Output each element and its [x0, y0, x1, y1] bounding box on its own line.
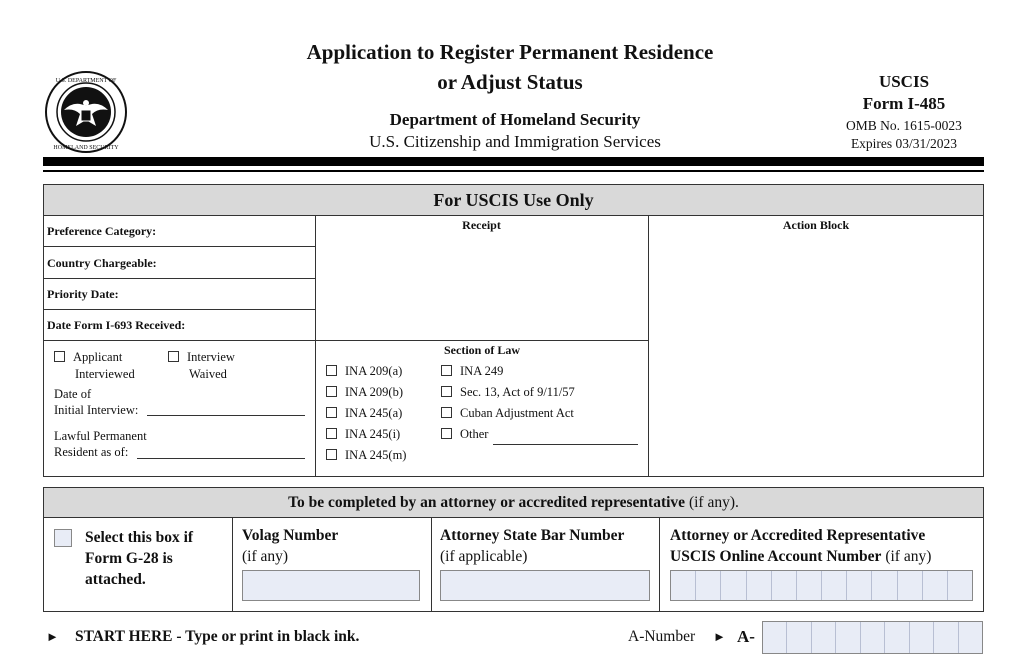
uscis-use-only-heading: For USCIS Use Only [44, 185, 983, 216]
attorney-bar-number-label: Attorney State Bar Number [440, 527, 625, 544]
attorney-heading [44, 488, 983, 518]
receipt-label: Receipt [462, 218, 501, 232]
checkbox[interactable] [441, 386, 452, 397]
a-number-label: A-Number [628, 628, 696, 645]
seal-text-top: U.S. DEPARTMENT OF [55, 78, 117, 84]
attorney-heading-text: To be completed by an attorney or accredited representative [288, 494, 686, 511]
checkbox[interactable] [326, 365, 337, 376]
interview-waived-label-2: Waived [189, 367, 227, 381]
lawful-permanent-label-2: Resident as of: [54, 445, 129, 459]
ina-209b-label: INA 209(b) [345, 385, 403, 399]
ina-245m-label: INA 245(m) [345, 448, 407, 462]
sec-13-label: Sec. 13, Act of 9/11/57 [460, 385, 575, 399]
divider [659, 517, 660, 612]
date-initial-interview-line[interactable] [147, 414, 305, 416]
header-rule-thin [43, 170, 984, 172]
ina-209a-option[interactable] [326, 364, 402, 379]
ina-245a-option[interactable] [326, 406, 402, 421]
ina-249-option[interactable] [441, 364, 503, 379]
applicant-interviewed-option[interactable] [54, 350, 122, 365]
attorney-bar-number-hint: (if applicable) [440, 548, 528, 565]
omb-number: OMB No. 1615-0023 [846, 118, 962, 133]
uscis-account-label-text: USCIS Online Account Number [670, 548, 882, 565]
uscis-account-label-line2 [670, 548, 931, 566]
lawful-permanent-label: Lawful Permanent [54, 429, 147, 443]
ina-245a-label: INA 245(a) [345, 406, 403, 420]
interview-waived-option[interactable] [168, 350, 235, 365]
g28-line3: attached. [85, 571, 146, 588]
other-line[interactable] [493, 443, 638, 445]
g28-attached-checkbox[interactable] [54, 529, 72, 547]
a-number-prefix: A- [737, 627, 755, 646]
cuban-adjustment-option[interactable] [441, 406, 574, 421]
g28-line1: Select this box if [85, 529, 194, 546]
cuban-adjustment-label: Cuban Adjustment Act [460, 406, 574, 420]
ina-249-label: INA 249 [460, 364, 504, 378]
ina-245i-option[interactable] [326, 427, 400, 442]
priority-date-label: Priority Date: [47, 287, 119, 301]
date-i693-received-label: Date Form I-693 Received: [47, 318, 186, 332]
volag-number-label: Volag Number [242, 527, 339, 544]
uscis-account-number-input[interactable] [670, 570, 973, 601]
a-number-input[interactable] [762, 621, 983, 654]
interview-waived-label: Interview [187, 350, 235, 364]
ina-245i-label: INA 245(i) [345, 427, 401, 441]
volag-number-hint: (if any) [242, 548, 289, 565]
checkbox[interactable] [441, 428, 452, 439]
action-block-label: Action Block [782, 218, 850, 232]
uscis-account-hint: (if any) [885, 548, 932, 565]
ina-209b-option[interactable] [326, 385, 403, 400]
applicant-interviewed-checkbox[interactable] [54, 351, 65, 362]
checkbox[interactable] [441, 365, 452, 376]
header-rule-thick [43, 157, 984, 166]
start-here-instruction: START HERE - Type or print in black ink. [75, 628, 360, 645]
ina-245m-option[interactable] [326, 448, 406, 463]
ina-209a-label: INA 209(a) [345, 364, 403, 378]
g28-line2: Form G-28 is [85, 550, 173, 567]
other-label: Other [460, 427, 489, 441]
form-title-line1: Application to Register Permanent Residence [306, 40, 714, 64]
checkbox[interactable] [326, 407, 337, 418]
country-chargeable-label: Country Chargeable: [47, 256, 157, 270]
attorney-heading-suffix: (if any). [688, 494, 739, 511]
row-divider [44, 309, 315, 310]
seal-text-bottom: HOMELAND SECURITY [53, 145, 119, 151]
row-divider [44, 246, 315, 247]
divider [232, 517, 233, 612]
form-title-line2: or Adjust Status [437, 70, 583, 94]
applicant-interviewed-label: Applicant [73, 350, 123, 364]
interview-waived-checkbox[interactable] [168, 351, 179, 362]
date-initial-interview-label-2: Initial Interview: [54, 403, 139, 417]
agency-name: U.S. Citizenship and Immigration Services [369, 132, 661, 151]
expiration-date: Expires 03/31/2023 [850, 136, 958, 151]
other-option[interactable] [441, 427, 488, 442]
applicant-interviewed-label-2: Interviewed [75, 367, 135, 381]
divider [648, 215, 649, 477]
row-divider [44, 278, 315, 279]
volag-number-input[interactable] [242, 570, 420, 601]
preference-category-label: Preference Category: [47, 224, 157, 238]
date-initial-interview-label: Date of [54, 387, 92, 401]
checkbox[interactable] [326, 386, 337, 397]
checkbox[interactable] [441, 407, 452, 418]
checkbox[interactable] [326, 449, 337, 460]
g28-attached-label [85, 527, 193, 590]
form-number: Form I-485 [862, 94, 946, 113]
sec-13-option[interactable] [441, 385, 575, 400]
divider [431, 517, 432, 612]
row-divider [44, 340, 648, 341]
checkbox[interactable] [326, 428, 337, 439]
a-number-arrow-icon: ► [713, 629, 726, 644]
lawful-permanent-line[interactable] [137, 457, 305, 459]
department-name: Department of Homeland Security [389, 110, 641, 129]
uscis-account-label-line1: Attorney or Accredited Representative [670, 527, 926, 544]
start-here-arrow-icon: ► [46, 629, 59, 644]
attorney-bar-number-input[interactable] [440, 570, 650, 601]
section-of-law-label: Section of Law [444, 343, 520, 357]
dhs-seal-icon [44, 70, 128, 154]
agency-short: USCIS [878, 72, 930, 91]
